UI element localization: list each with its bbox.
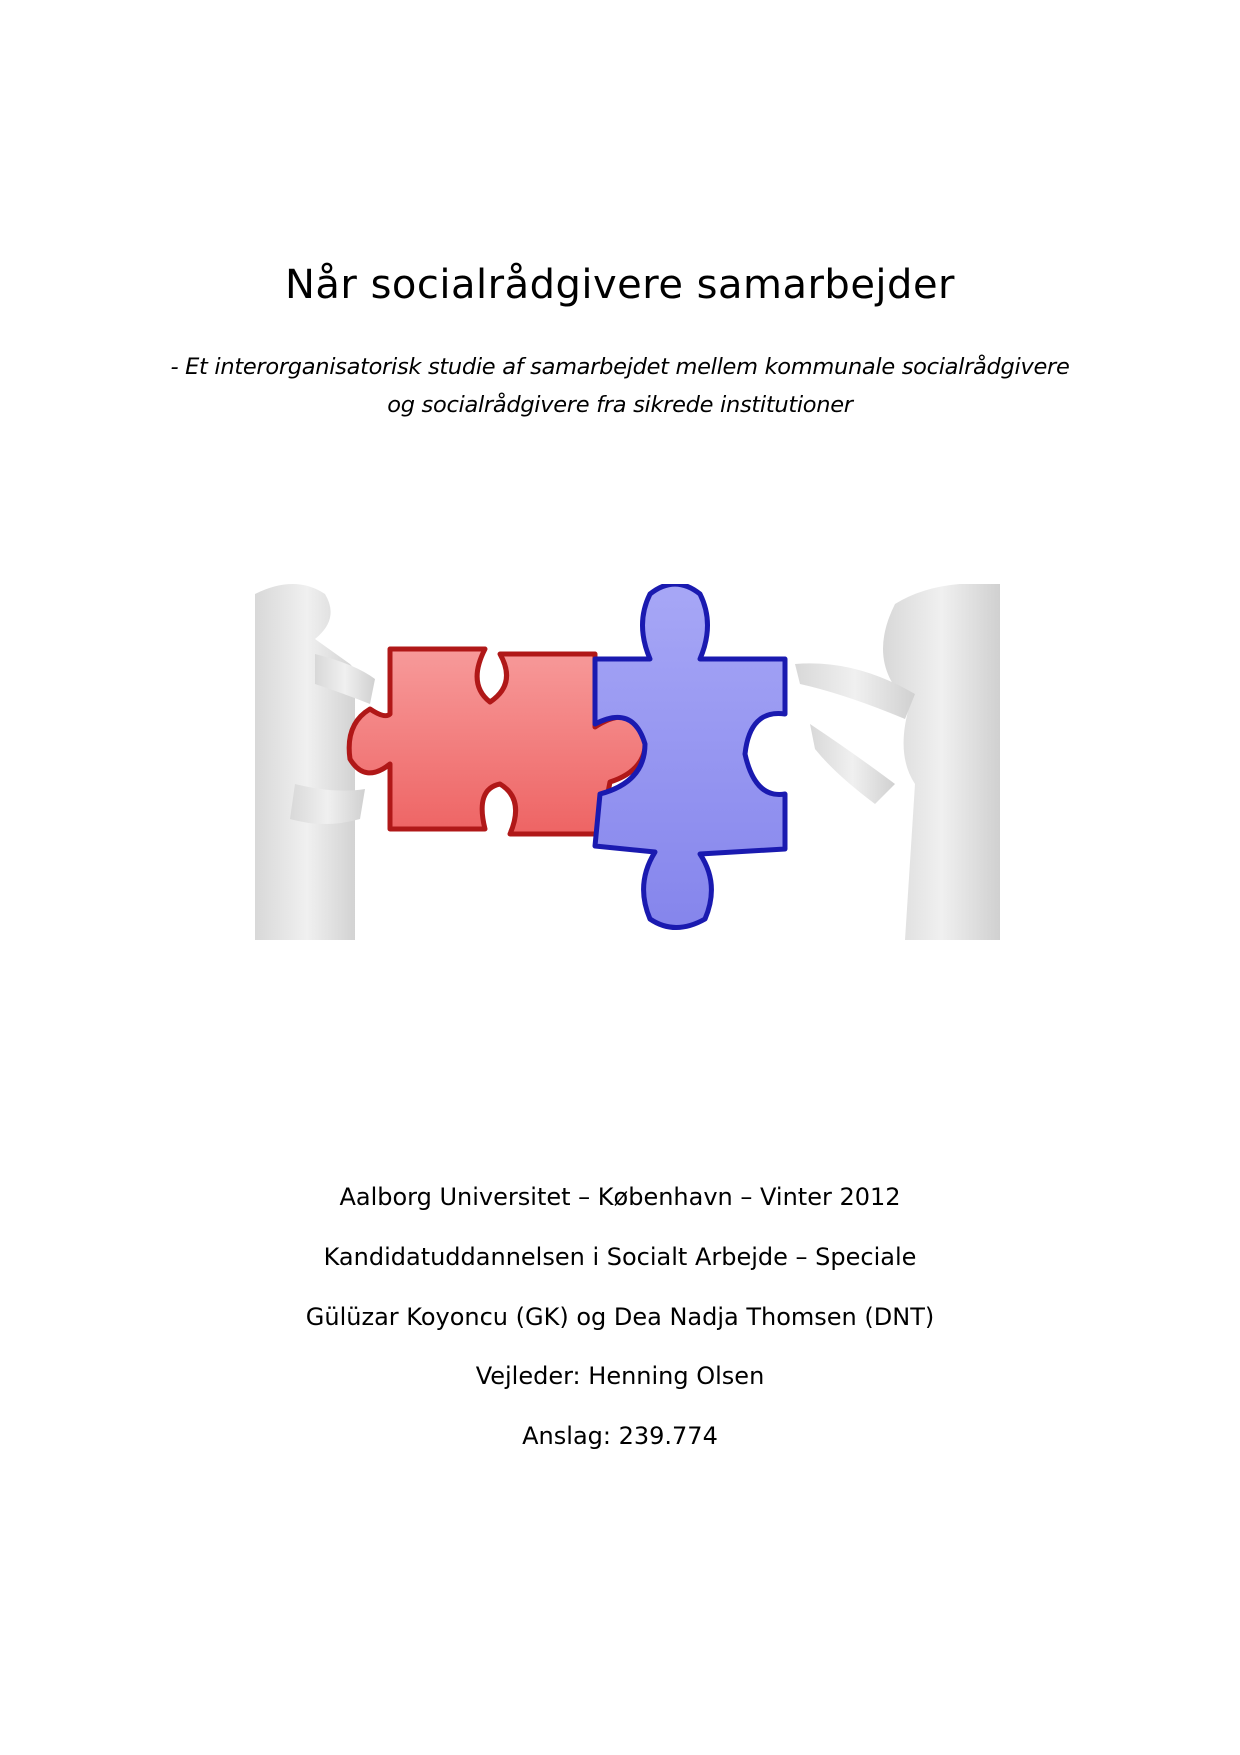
institution-line: Aalborg Universitet – København – Vinter 2012 xyxy=(339,1183,901,1211)
programme-line: Kandidatuddannelsen i Socialt Arbejde – Speciale xyxy=(323,1243,917,1271)
cover-image-puzzle xyxy=(255,584,1000,940)
subtitle-line-1: - Et interorganisatorisk studie af samarbejdet mellem kommunale socialrådgivere xyxy=(170,354,1070,380)
document-title: Når socialrådgivere samarbejder xyxy=(285,262,955,308)
right-figure xyxy=(795,584,1000,940)
supervisor-line: Vejleder: Henning Olsen xyxy=(475,1362,765,1390)
document-subtitle xyxy=(60,348,1180,424)
character-count-line: Anslag: 239.774 xyxy=(522,1422,718,1450)
authors-line: Gülüzar Koyoncu (GK) og Dea Nadja Thomsen (DNT) xyxy=(305,1303,935,1331)
subtitle-line-2: og socialrådgivere fra sikrede institutioner xyxy=(387,392,853,418)
